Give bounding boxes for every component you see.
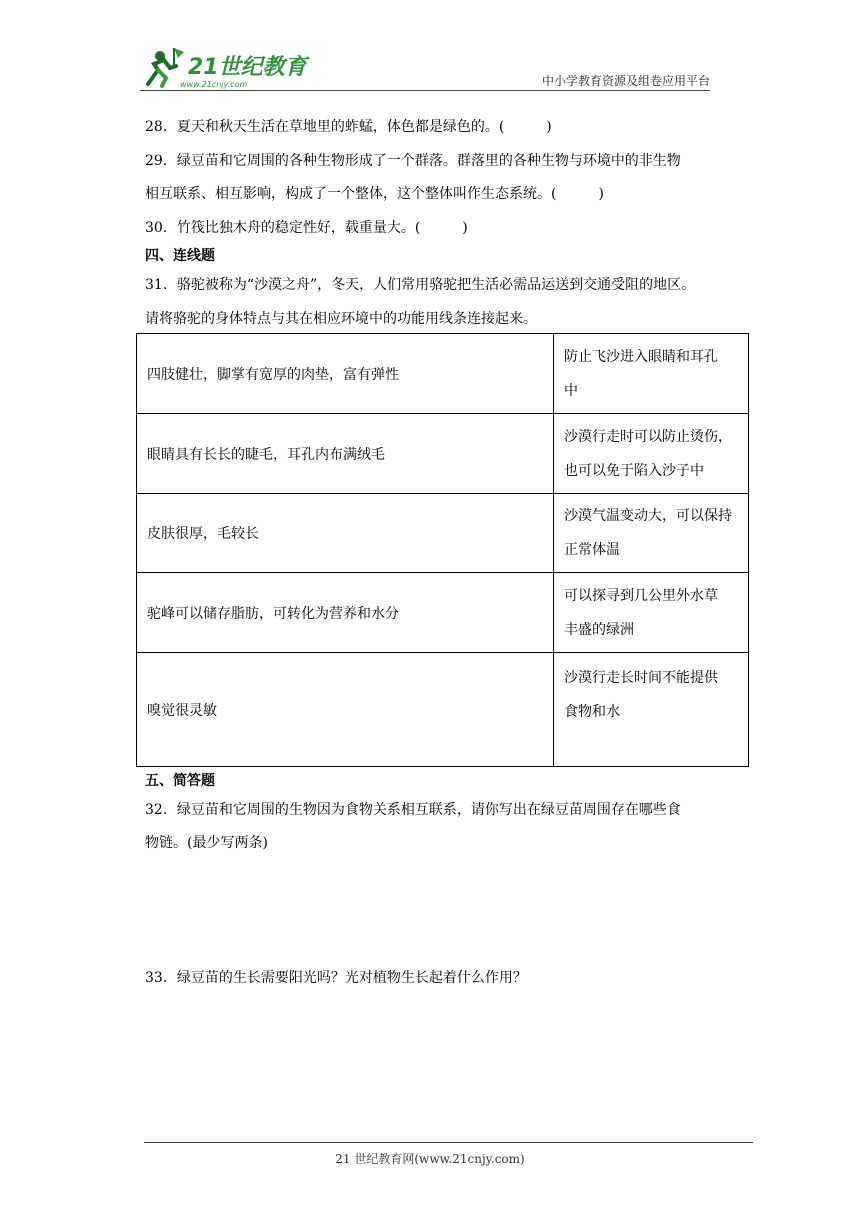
function-line: 也可以免于陷入沙子中 [564,462,704,479]
function-line: 防止飞沙进入眼睛和耳孔 [564,348,718,365]
function-line: 中 [564,382,578,399]
question-28-close: ) [546,119,552,135]
footer-divider [144,1142,753,1143]
function-line: 沙漠气温变动大，可以保持 [564,508,732,524]
function-line: 沙漠行走时可以防止烫伤， [564,428,732,445]
question-29-text: 相互联系、相互影响，构成了一个整体，这个整体叫作生态系统。( [145,186,557,202]
function-line: 沙漠行走长时间不能提供 [564,670,718,686]
question-29-line1: 29．绿豆苗和它周围的各种生物形成了一个群落。群落里的各种生物与环境中的非生物 [145,153,681,169]
function-line: 食物和水 [564,704,620,720]
question-28-text: 28．夏天和秋天生活在草地里的蚱蜢，体色都是绿色的。( [145,119,505,135]
question-32-line2: 物链。(最少写两条) [145,835,268,851]
function-cell [554,414,749,494]
trait-cell: 眼睛具有长长的睫毛，耳孔内布满绒毛 [137,414,554,494]
function-line: 丰盛的绿洲 [564,621,634,638]
runner-icon [148,48,184,86]
function-line: 可以探寻到几公里外水草 [564,587,718,604]
site-logo [140,44,315,90]
function-cell [554,573,749,653]
question-28 [145,117,552,137]
function-cell [554,653,749,767]
table-row [137,573,749,653]
question-32-line1: 32．绿豆苗和它周围的生物因为食物关系相互联系，请你写出在绿豆苗周围存在哪些食 [145,802,681,818]
question-29-line2 [145,184,604,204]
table-row [137,414,749,494]
function-cell [554,334,749,414]
logo-text: 21世纪教育 [188,55,307,80]
trait-cell: 皮肤很厚，毛较长 [137,494,554,573]
trait-cell: 四肢健壮，脚掌有宽厚的肉垫，富有弹性 [137,334,554,414]
question-30-close: ) [462,220,468,236]
question-29-close: ) [598,186,604,202]
footer-text: 21 世纪教育网(www.21cnjy.com) [335,1152,525,1166]
matching-table [136,333,749,767]
trait-cell: 驼峰可以储存脂肪，可转化为营养和水分 [137,573,554,653]
table-row [137,334,749,414]
header-divider [140,90,710,91]
logo-url: www.21cnjy.com [180,80,248,89]
function-line: 正常体温 [564,542,620,558]
question-31-line1: 31．骆驼被称为“沙漠之舟”，冬天，人们常用骆驼把生活必需品运送到交通受阻的地区。 [145,277,696,293]
question-33: 33．绿豆苗的生长需要阳光吗？光对植物生长起着什么作用？ [145,970,527,986]
section-4-title: 四、连线题 [145,248,215,264]
section-5-title: 五、简答题 [145,773,215,789]
site-tagline: 中小学教育资源及组卷应用平台 [541,74,710,88]
function-cell [554,494,749,573]
table-row [137,494,749,573]
question-30 [145,218,468,238]
trait-cell: 嗅觉很灵敏 [137,653,554,767]
table-row [137,653,749,767]
question-31-line2: 请将骆驼的身体特点与其在相应环境中的功能用线条连接起来。 [145,311,537,327]
question-30-text: 30．竹筏比独木舟的稳定性好，载重量大。( [145,220,421,236]
